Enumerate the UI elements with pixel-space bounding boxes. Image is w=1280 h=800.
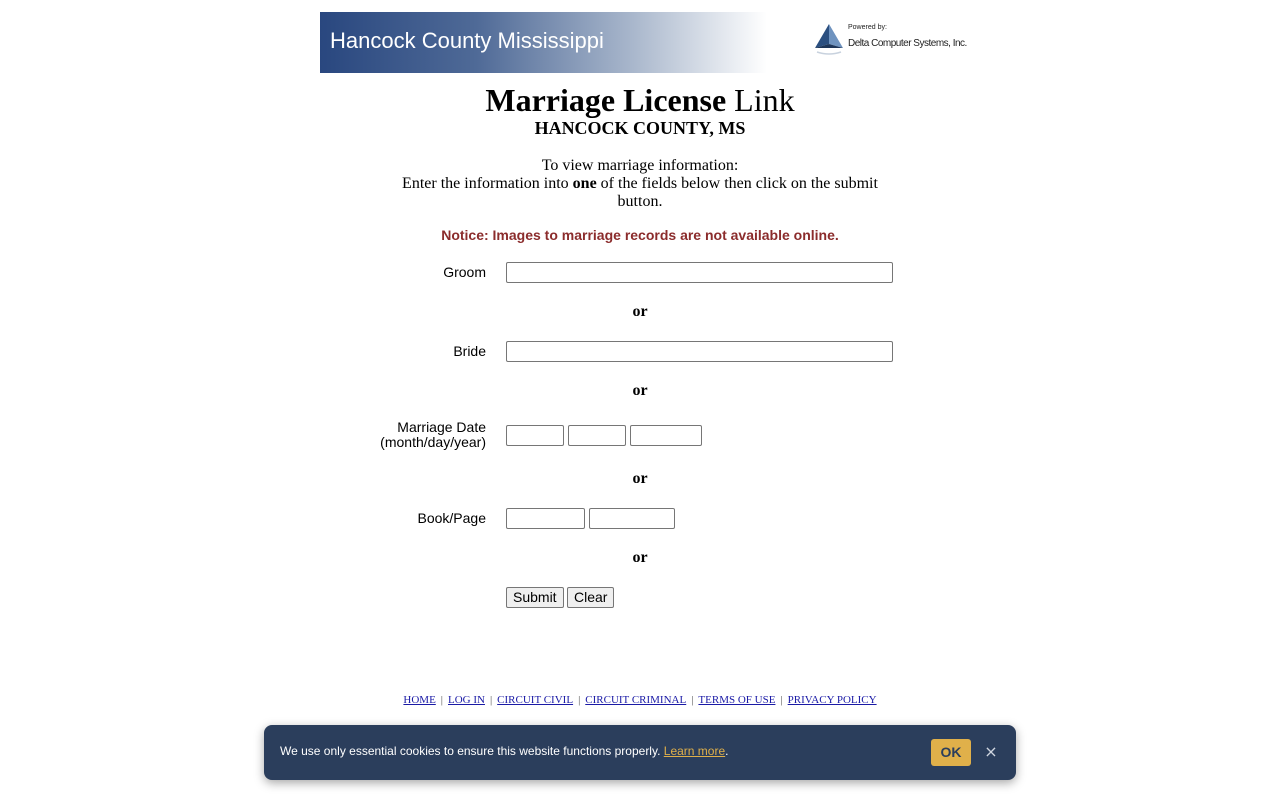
or-separator-2: or <box>632 382 648 399</box>
instructions-line-2-pre: Enter the information into <box>402 175 573 192</box>
cookie-message <box>280 744 728 758</box>
instructions <box>390 157 890 211</box>
bride-input[interactable] <box>506 341 893 362</box>
footer-link-terms-of-use[interactable]: TERMS OF USE <box>698 694 776 706</box>
cookie-text-end: . <box>725 744 729 758</box>
month-input[interactable] <box>506 425 564 446</box>
instructions-emphasis: one <box>572 175 597 192</box>
footer-separator: | <box>691 694 694 706</box>
header <box>320 12 967 73</box>
county-banner <box>320 12 767 73</box>
book-page-label: Book/Page <box>417 510 486 526</box>
marriage-date-label <box>380 420 486 450</box>
cookie-learn-more-link[interactable]: Learn more <box>663 744 726 758</box>
footer-nav <box>0 694 1280 706</box>
page-title <box>0 80 1280 120</box>
instructions-line-1: To view marriage information: <box>541 157 739 174</box>
notice-text: Notice: Images to marriage records are not available online. <box>441 227 839 243</box>
groom-label: Groom <box>443 264 486 280</box>
footer-separator: | <box>780 694 783 706</box>
instructions-line-2-post: of the fields below then click on the submit button. <box>596 175 878 210</box>
footer-separator: | <box>489 694 493 706</box>
close-icon[interactable]: × <box>984 742 998 761</box>
groom-input[interactable] <box>506 262 893 283</box>
marriage-date-label-line-2: (month/day/year) <box>380 434 486 450</box>
or-separator-4: or <box>632 549 648 566</box>
footer-separator: | <box>578 694 581 706</box>
page-input[interactable] <box>589 508 675 529</box>
logo-company-name: Delta Computer Systems, Inc. <box>848 38 967 49</box>
footer-link-privacy-policy[interactable]: PRIVACY POLICY <box>787 694 877 706</box>
cookie-text: We use only essential cookies to ensure this website functions properly. <box>280 744 664 758</box>
banner-title: Hancock County Mississippi <box>330 28 604 53</box>
footer-link-circuit-criminal[interactable]: CIRCUIT CRIMINAL <box>585 694 687 706</box>
footer-link-circuit-civil[interactable]: CIRCUIT CIVIL <box>497 694 574 706</box>
clear-button[interactable]: Clear <box>567 587 614 608</box>
or-separator-3: or <box>632 470 648 487</box>
cookie-banner <box>264 725 1016 780</box>
title-bold: Marriage License <box>485 82 727 118</box>
submit-button[interactable]: Submit <box>506 587 564 608</box>
year-input[interactable] <box>630 425 702 446</box>
footer-link-home[interactable]: HOME <box>403 694 436 706</box>
footer-separator: | <box>440 694 443 706</box>
day-input[interactable] <box>568 425 626 446</box>
triangle-logo-icon <box>813 22 845 56</box>
marriage-date-label-line-1: Marriage Date <box>397 419 486 435</box>
delta-logo <box>813 22 967 62</box>
or-separator-1: or <box>632 303 648 320</box>
cookie-ok-button[interactable]: OK <box>931 739 971 766</box>
footer-link-login[interactable]: LOG IN <box>448 694 485 706</box>
logo-powered-by: Powered by: <box>848 24 887 31</box>
title-light: Link <box>726 82 795 118</box>
book-input[interactable] <box>506 508 585 529</box>
bride-label: Bride <box>453 343 486 359</box>
county-subtitle: HANCOCK COUNTY, MS <box>534 118 746 138</box>
